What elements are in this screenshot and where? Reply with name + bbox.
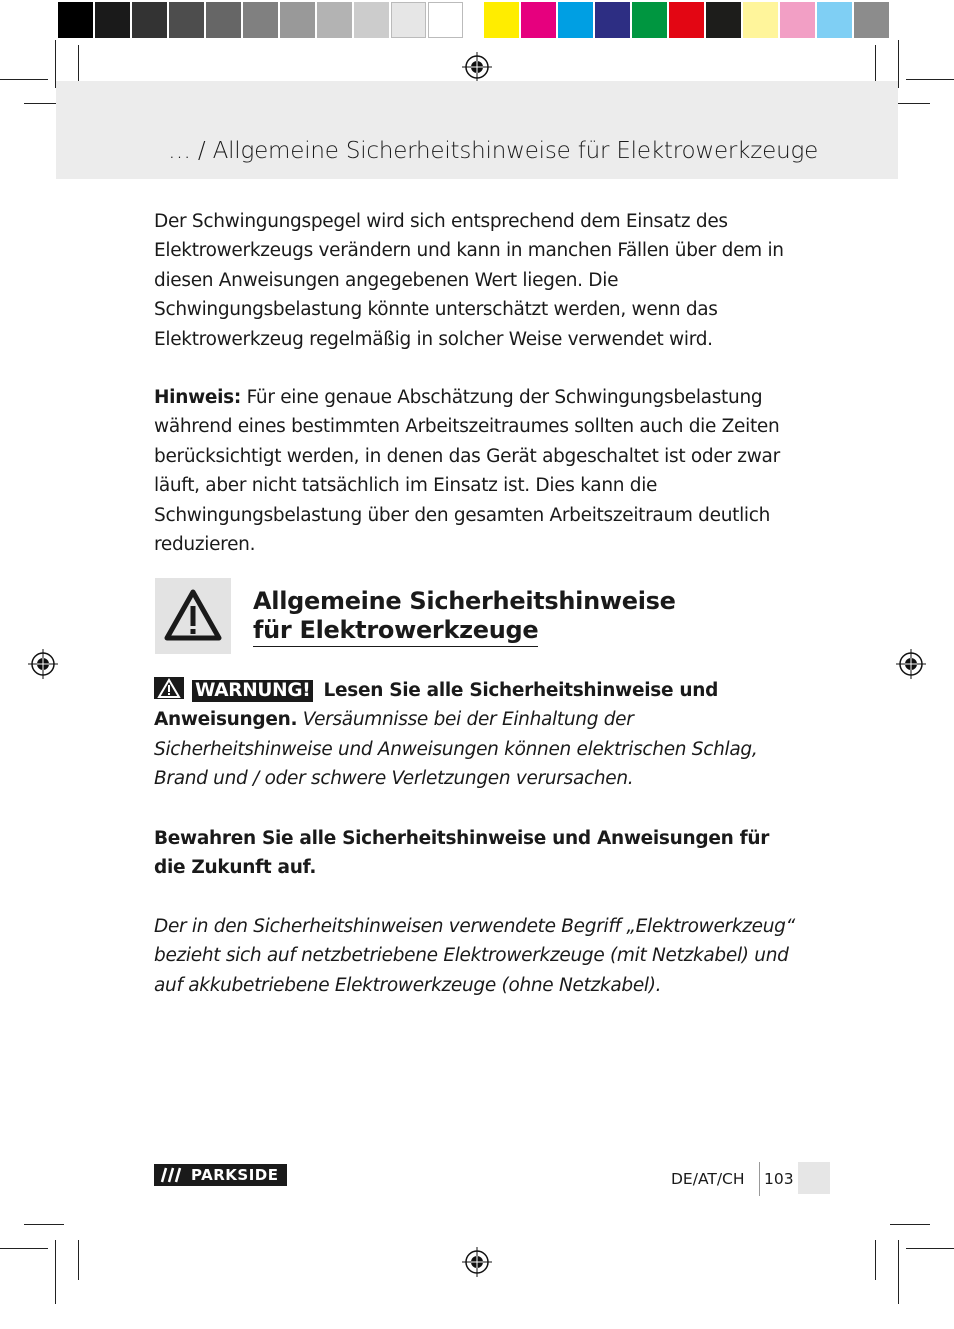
crop-mark (898, 40, 899, 88)
color-swatch (743, 2, 778, 38)
note-label: Hinweis: (154, 387, 241, 408)
crop-mark (0, 1248, 48, 1249)
color-swatch (243, 2, 278, 38)
paragraph-keep-instructions (154, 824, 804, 883)
note-text: Für eine genaue Abschätzung der Schwingungsbelastung während eines bestimmten Arbeitszeitraumes sollten auch die Zeiten berücksichtigt werden, in denen das Gerät abgeschaltet ist oder zwar läuft, aber nicht tatsächlich im Einsatz ist. Dies kann die Schwingungsbelastung über den gesamten Arbeitszeitraum deutlich reduzieren. (154, 387, 780, 556)
registration-mark-icon (896, 649, 926, 679)
paragraph-term-definition (154, 912, 804, 1000)
color-swatch (317, 2, 352, 38)
registration-mark-icon (462, 1247, 492, 1277)
region-label: DE/AT/CH (671, 1170, 745, 1188)
warning-badge: WARNUNG! (192, 680, 313, 702)
crop-mark (906, 79, 954, 80)
page-tab-box (798, 1162, 830, 1194)
color-swatch (632, 2, 667, 38)
section-heading-line2: für Elektrowerkzeuge (253, 616, 538, 647)
color-swatch (558, 2, 593, 38)
crop-mark (0, 79, 48, 80)
color-swatch (206, 2, 241, 38)
crop-mark (875, 1240, 876, 1280)
gray-color-bar (58, 2, 463, 38)
color-swatch (58, 2, 93, 38)
parkside-logo (154, 1164, 287, 1186)
color-swatch (280, 2, 315, 38)
color-swatch (484, 2, 519, 38)
crop-mark (24, 1224, 64, 1225)
warning-icon-box (155, 578, 231, 654)
warning-triangle-icon (154, 677, 184, 699)
color-swatch (391, 2, 426, 38)
crop-mark (875, 45, 876, 85)
color-swatch (854, 2, 889, 38)
color-swatch (706, 2, 741, 38)
registration-mark-icon (462, 52, 492, 82)
color-swatch (669, 2, 704, 38)
color-swatch (428, 2, 463, 38)
paragraph-vibration-level (154, 207, 804, 354)
process-color-bar (484, 2, 889, 38)
crop-mark (78, 45, 79, 85)
page-number: 103 (764, 1170, 794, 1188)
color-swatch (132, 2, 167, 38)
header-band (56, 81, 898, 179)
crop-mark (78, 1240, 79, 1280)
warning-italic-text: Versäumnisse bei der Einhaltung der Sicherheitshinweise und Anweisungen können elektrischen Schlag, Brand und / oder schwere Verletzungen verursachen. (154, 709, 758, 790)
color-swatch (95, 2, 130, 38)
color-swatch (595, 2, 630, 38)
crop-mark (898, 1240, 899, 1304)
crop-mark (55, 1240, 56, 1304)
paragraph-note (154, 383, 804, 559)
brand-name: PARKSIDE (191, 1166, 279, 1184)
paragraph-text: Der in den Sicherheitshinweisen verwendete Begriff „Elektrowerkzeug“ bezieht sich auf netzbetriebene Elektrowerkzeuge (mit Netzkabel) und auf akkubetriebene Elektrowerkzeuge (ohne Netzkabel). (154, 916, 795, 996)
color-swatch (354, 2, 389, 38)
color-swatch (817, 2, 852, 38)
warning-triangle-icon (155, 578, 231, 654)
warning-bold-text: Lesen Sie alle Sicherheitshinweise und Anweisungen. (154, 680, 719, 731)
paragraph-text: Bewahren Sie alle Sicherheitshinweise und Anweisungen für die Zukunft auf. (154, 828, 770, 879)
color-swatch (780, 2, 815, 38)
color-swatch (521, 2, 556, 38)
registration-mark-icon (28, 649, 58, 679)
paragraph-warning (154, 676, 804, 794)
page-title: … / Allgemeine Sicherheitshinweise für Elektrowerkzeuge (168, 138, 819, 164)
crop-mark (890, 1224, 930, 1225)
section-heading (253, 587, 676, 647)
paragraph-text: Der Schwingungspegel wird sich entsprechend dem Einsatz des Elektrowerkzeugs verändern und kann in manchen Fällen über dem in diesen Anweisungen angegebenen Wert liegen. Die Schwingungsbelastung könnte unterschätzt werden, wenn das Elektrowerkzeug regelmäßig in solcher Weise verwendet wird. (154, 211, 784, 350)
color-swatch (169, 2, 204, 38)
footer-divider (759, 1162, 760, 1196)
section-heading-line1: Allgemeine Sicherheitshinweise (253, 587, 676, 615)
crop-mark (906, 1248, 954, 1249)
